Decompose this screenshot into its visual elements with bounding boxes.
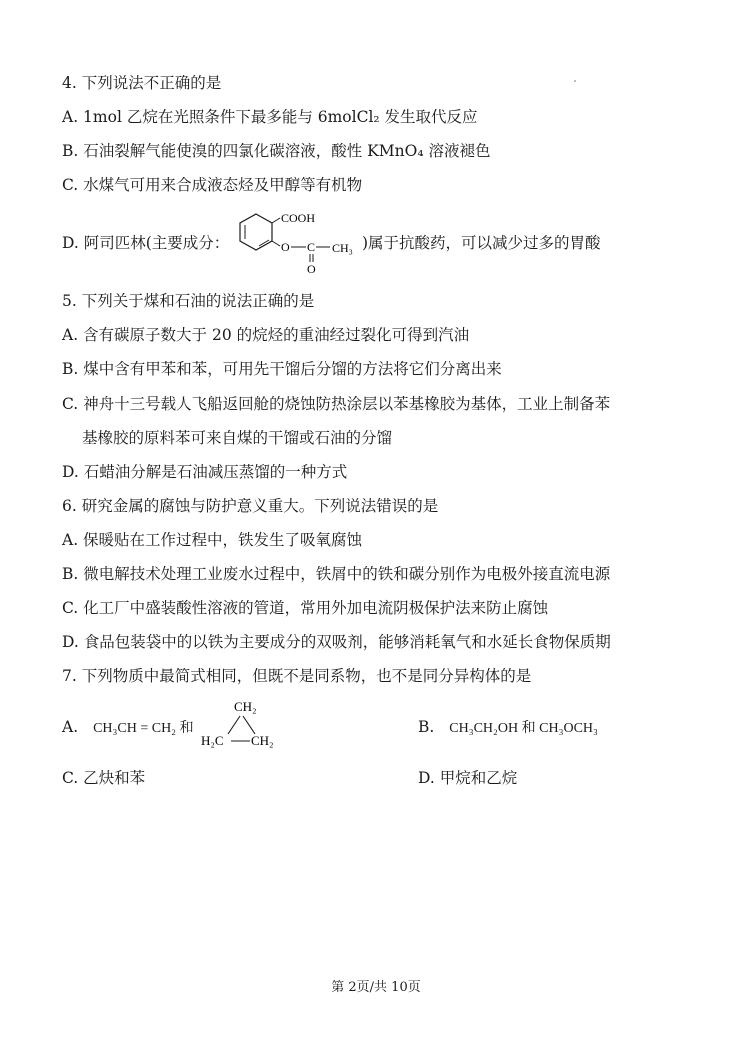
cyclopropane-right-ch2: CH₂ (251, 733, 274, 748)
aspirin-carbonyl-o-label: O (307, 262, 316, 274)
q7-option-d: D. 甲烷和乙烷 (418, 769, 518, 787)
q7-option-c: C. 乙炔和苯 (62, 769, 146, 787)
aspirin-methyl-label: CH₃ (332, 241, 353, 255)
q5-option-c-line2: 基橡胶的原料苯可来自煤的干馏或石油的分馏 (82, 429, 393, 447)
q4-option-d-suffix: )属于抗酸药，可以减少过多的胃酸 (362, 234, 601, 252)
q4-option-c: C. 水煤气可用来合成液态烃及甲醇等有机物 (62, 176, 363, 194)
aspirin-cooh-label: COOH (281, 211, 316, 225)
q7-option-a (62, 716, 194, 740)
q6-stem: 6. 研究金属的腐蚀与防护意义重大。下列说法错误的是 (62, 497, 439, 515)
q7-stem: 7. 下列物质中最简式相同，但既不是同系物，也不是同分异构体的是 (62, 667, 532, 685)
q6-option-a: A. 保暖贴在工作过程中，铁发生了吸氧腐蚀 (62, 531, 363, 549)
q6-option-b: B. 微电解技术处理工业废水过程中，铁屑中的铁和碳分别作为电极外接直流电源 (62, 565, 611, 583)
q7-option-b-label: B. (418, 718, 435, 736)
q6-option-c: C. 化工厂中盛装酸性溶液的管道，常用外加电流阴极保护法来防止腐蚀 (62, 599, 549, 617)
cyclopropane-left-h2c: H₂C (201, 733, 224, 748)
cyclopropane-structure (196, 696, 286, 752)
aspirin-ether-o-label: O (281, 240, 290, 254)
q4-stem: 4. 下列说法不正确的是 (62, 74, 222, 92)
q7-option-a-label: A. (62, 718, 79, 736)
aspirin-carbonyl-c-label: C (307, 240, 316, 254)
q5-option-a: A. 含有碳原子数大于 20 的烷烃的重油经过裂化可得到汽油 (62, 326, 470, 344)
q4-option-d-prefix: D. 阿司匹林(主要成分： (62, 234, 230, 252)
q5-option-b: B. 煤中含有甲苯和苯，可用先干馏后分馏的方法将它们分离出来 (62, 360, 502, 378)
q7-option-b-formula: CH₃CH₂OH 和 CH₃OCH₃ (449, 721, 598, 736)
q4-option-b: B. 石油裂解气能使溴的四氯化碳溶液，酸性 KMnO₄ 溶液褪色 (62, 142, 491, 160)
q6-option-d: D. 食品包装袋中的以铁为主要成分的双吸剂，能够消耗氧气和水延长食物保质期 (62, 633, 611, 651)
cyclopropane-top-ch2: CH₂ (234, 699, 257, 714)
q7-option-b (418, 716, 598, 740)
q4-option-a: A. 1mol 乙烷在光照条件下最多能与 6molCl₂ 发生取代反应 (62, 108, 478, 126)
aspirin-structure (234, 208, 364, 274)
q5-option-d: D. 石蜡油分解是石油减压蒸馏的一种方式 (62, 463, 348, 481)
scan-speck (574, 80, 576, 82)
q5-stem: 5. 下列关于煤和石油的说法正确的是 (62, 292, 315, 310)
q5-option-c-line1: C. 神舟十三号载人飞船返回舱的烧蚀防热涂层以苯基橡胶为基体，工业上制备苯 (62, 395, 611, 413)
q7-option-a-formula: CH₃CH = CH₂ 和 (93, 721, 194, 736)
page-number-footer: 第 2页/共 10页 (331, 980, 421, 995)
